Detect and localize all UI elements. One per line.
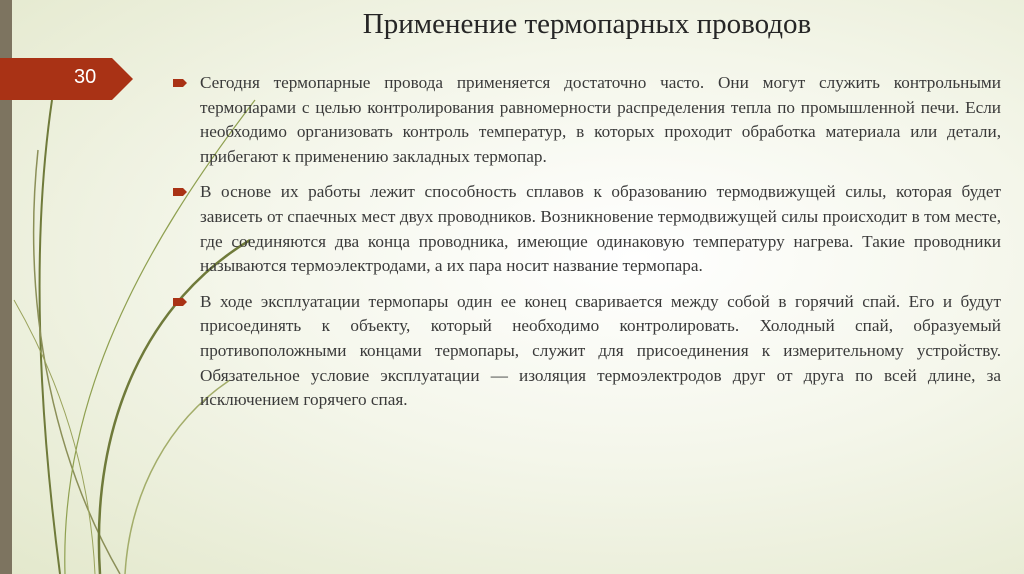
- slide-title: Применение термопарных проводов: [362, 8, 812, 40]
- bullet-item: [200, 180, 1001, 278]
- slide-number: 30: [74, 66, 97, 88]
- arrow-bullet-icon: [173, 188, 187, 196]
- bullet-text: В ходе эксплуатации термопары один ее конец сваривается между собой в горячий спай. Его и будут присоединять к объекту, который необходимо контролировать. Холодный спай, образуемый противоположными концами термопары, служит для присоединения к измерительному устройству. Обязательное условие эксплуатации — изоляция термоэлектродов друг от друга по всей длине, за исключением горячего спая.: [200, 291, 1001, 410]
- bullet-item: [200, 290, 1001, 413]
- arrow-bullet-icon: [173, 79, 187, 87]
- bullet-item: [200, 71, 1001, 169]
- bullet-text: Сегодня термопарные провода применяется достаточно часто. Они могут служить контрольными термопарами с целью контролирования равномерности распределения тепла по промышленной печи. Если необходимо организовать контроль температур, в которых проходит обработка материала или детали, прибегают к применению закладных термопар.: [200, 73, 1001, 166]
- slide-number-banner: [0, 58, 133, 100]
- arrow-bullet-icon: [173, 298, 187, 306]
- bullet-list: [200, 71, 1001, 424]
- bullet-text: В основе их работы лежит способность сплавов к образованию термодвижущей силы, которая будет зависеть от спаечных мест двух проводников. Возникновение термодвижущей силы происходит в том месте, где соединяются два конца проводника, имеющие одинаковую температуру нагрева. Такие проводники называются термоэлектродами, а их пара носит название термопара.: [200, 182, 1001, 276]
